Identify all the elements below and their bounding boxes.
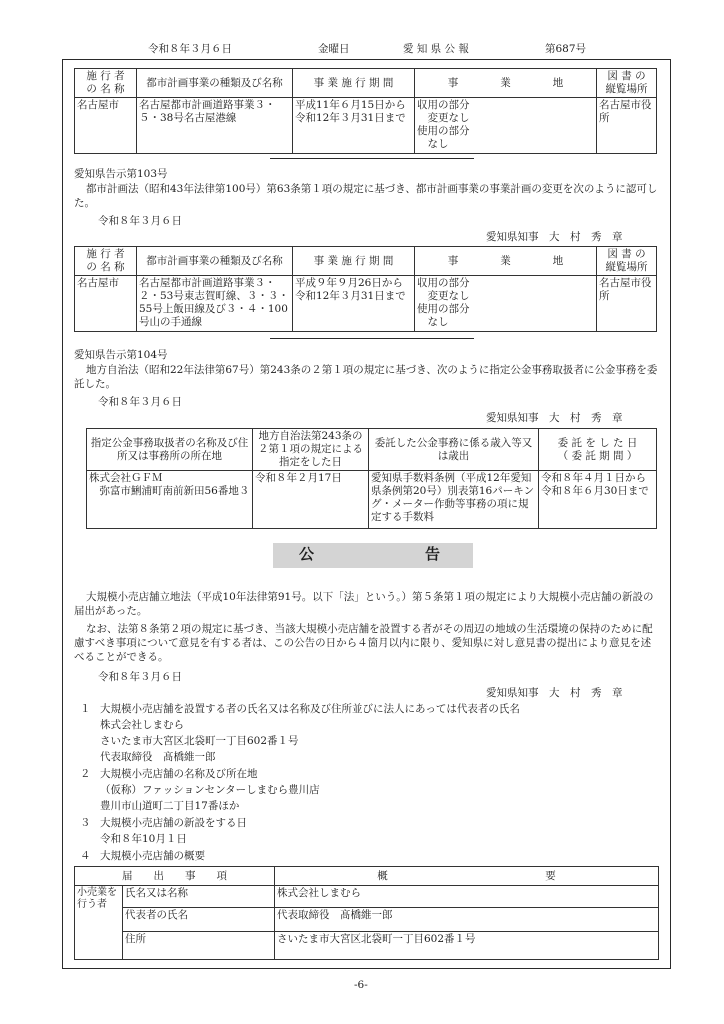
- section-divider: [270, 158, 474, 159]
- item-4-number: ４: [80, 850, 91, 862]
- table-header-cell: 事 業 地: [415, 69, 597, 98]
- item-1-line: さいたま市大宮区北袋町一丁目602番１号: [100, 735, 299, 747]
- table-header-cell: 施 行 者 の 名 称: [75, 69, 137, 98]
- table-group-cell: 小売業を行う者: [75, 886, 123, 960]
- item-1-title: 大規模小売店舗を設置する者の氏名又は名称及び住所並びに法人にあっては代表者の氏名: [100, 703, 520, 715]
- table-cell: 収用の部分 変更なし 使用の部分 なし: [415, 276, 597, 332]
- table-row: [87, 471, 657, 529]
- page-number: -6-: [354, 979, 368, 991]
- table-cell: 令和８年４月１日から令和８年６月30日まで: [539, 471, 657, 529]
- table-row: [75, 98, 657, 154]
- announcement-paragraph-2: なお、法第８条第２項の規定に基づき、当該大規模小売店舗を設置する者がその周辺の地域の生活環境の保持のために配慮すべき事項について意見を有する者は、この公告の日から４箇月以内に限り、愛知県に対し意見書の提出により意見を述べることができる。: [74, 623, 653, 663]
- header-paper-title: 愛 知 県 公 報: [403, 43, 469, 55]
- item-2-number: ２: [80, 768, 91, 780]
- table-header-cell: 概 要: [275, 867, 659, 886]
- table-header-cell: 委 託 を し た 日 （ 委 託 期 間 ）: [539, 429, 657, 471]
- announcement-paragraph-1: 大規模小売店舗立地法（平成10年法律第91号。以下「法」という。）第５条第１項の規定により大規模小売店舗の新設の届出があった。: [74, 591, 654, 617]
- table-header-cell: 指定公金事務取扱者の名称及び住所又は事務所の所在地: [87, 429, 253, 471]
- notice-104-number: 愛知県告示第104号: [74, 349, 168, 361]
- table-cell: 愛知県手数料条例（平成12年愛知県条例第20号）別表第16パーキング・メーター作動等事務の項に規定する手数料: [369, 471, 539, 529]
- table-header-cell: 都市計画事業の種類及び名称: [137, 69, 293, 98]
- item-1-number: １: [80, 703, 91, 715]
- table-header-cell: 事 業 施 行 期 間: [293, 247, 415, 276]
- notice-104-signer: 愛知県知事 大 村 秀 章: [486, 412, 623, 424]
- table-row: [75, 276, 657, 332]
- announcement-banner-left: 公: [299, 545, 316, 563]
- page-frame-left: [62, 59, 63, 969]
- table-cell: さいたま市大宮区北袋町一丁目602番１号: [275, 932, 659, 960]
- table-cell: 平成11年６月15日から令和12年３月31日まで: [293, 98, 415, 154]
- public-fund-table: [86, 428, 657, 529]
- table-cell: 名古屋都市計画道路事業３・５・38号名古屋港線: [137, 98, 293, 154]
- notice-103-date: 令和８年３月６日: [98, 215, 182, 227]
- table-cell: 名古屋市役所: [597, 276, 657, 332]
- notice-104-body: 地方自治法（昭和22年法律第67号）第243条の２第１項の規定に基づき、次のように指定公金事務取扱者に公金事務を委託した。: [74, 364, 658, 390]
- table-header-cell: 事 業 地: [415, 247, 597, 276]
- item-2-title: 大規模小売店舗の名称及び所在地: [100, 768, 258, 780]
- table-header-row: [75, 867, 659, 886]
- header-weekday: 金曜日: [318, 43, 350, 55]
- page-frame-right: [670, 59, 671, 969]
- table-row: [75, 932, 659, 960]
- announcement-banner-right: 告: [425, 545, 442, 563]
- item-1-line: 代表取締役 髙橋維一郎: [100, 751, 216, 763]
- table-header-cell: 地方自治法第243条の２第１項の規定による指定をした日: [253, 429, 369, 471]
- table-header-row: [75, 247, 657, 276]
- store-overview-table: [74, 866, 659, 960]
- header-issue-number: 第687号: [545, 43, 587, 55]
- table-cell: 名古屋市: [75, 276, 137, 332]
- notice-103-number: 愛知県告示第103号: [74, 168, 168, 180]
- item-3-number: ３: [80, 817, 91, 829]
- page-frame-bottom: [62, 968, 671, 969]
- table-row: [75, 908, 659, 932]
- table-header-cell: 都市計画事業の種類及び名称: [137, 247, 293, 276]
- project-table-2: [74, 246, 657, 332]
- item-2-line: （仮称）ファッションセンターしまむら豊川店: [100, 784, 320, 796]
- item-4-title: 大規模小売店舗の概要: [100, 850, 205, 862]
- header-date: 令和８年３月６日: [148, 43, 232, 55]
- table-header-cell: 事 業 施 行 期 間: [293, 69, 415, 98]
- table-cell: 株式会社しまむら: [275, 886, 659, 908]
- table-row: [75, 886, 659, 908]
- table-cell: 代表者の氏名: [123, 908, 275, 932]
- notice-103-body: 都市計画法（昭和43年法律第100号）第63条第１項の規定に基づき、都市計画事業の事業計画の変更を次のように認可した。: [74, 183, 658, 209]
- table-cell: 株式会社ＧＦＭ 弥富市鯏浦町南前新田56番地３: [87, 471, 253, 529]
- item-3-line: 令和８年10月１日: [100, 833, 187, 845]
- table-cell: 住所: [123, 932, 275, 960]
- item-1-line: 株式会社しまむら: [100, 719, 184, 731]
- table-header-cell: 図 書 の 縦覧場所: [597, 247, 657, 276]
- table-header-cell: 施 行 者 の 名 称: [75, 247, 137, 276]
- table-cell: 名古屋市役所: [597, 98, 657, 154]
- item-2-line: 豊川市山道町二丁目17番ほか: [100, 800, 240, 812]
- table-header-cell: 図 書 の 縦覧場所: [597, 69, 657, 98]
- item-3-title: 大規模小売店舗の新設をする日: [100, 817, 247, 829]
- notice-104-date: 令和８年３月６日: [98, 396, 182, 408]
- table-cell: 名古屋都市計画道路事業３・２・53号東志賀町線、３・３・55号上飯田線及び３・４・100号山の手通線: [137, 276, 293, 332]
- table-cell: 平成９年９月26日から令和12年３月31日まで: [293, 276, 415, 332]
- table-header-row: [75, 69, 657, 98]
- header-rule: [62, 59, 671, 60]
- table-cell: 氏名又は名称: [123, 886, 275, 908]
- project-table-1: [74, 68, 657, 154]
- table-cell: 代表取締役 髙橋維一郎: [275, 908, 659, 932]
- announcement-banner: [273, 543, 473, 568]
- section-divider: [270, 338, 474, 339]
- announcement-signer: 愛知県知事 大 村 秀 章: [486, 687, 623, 699]
- table-cell: 収用の部分 変更なし 使用の部分 なし: [415, 98, 597, 154]
- table-header-cell: 委託した公金事務に係る歳入等又は歳出: [369, 429, 539, 471]
- table-header-row: [87, 429, 657, 471]
- table-header-cell: 届 出 事 項: [75, 867, 275, 886]
- table-cell: 令和８年２月17日: [253, 471, 369, 529]
- table-cell: 名古屋市: [75, 98, 137, 154]
- notice-103-signer: 愛知県知事 大 村 秀 章: [486, 231, 623, 243]
- announcement-date: 令和８年３月６日: [98, 671, 182, 683]
